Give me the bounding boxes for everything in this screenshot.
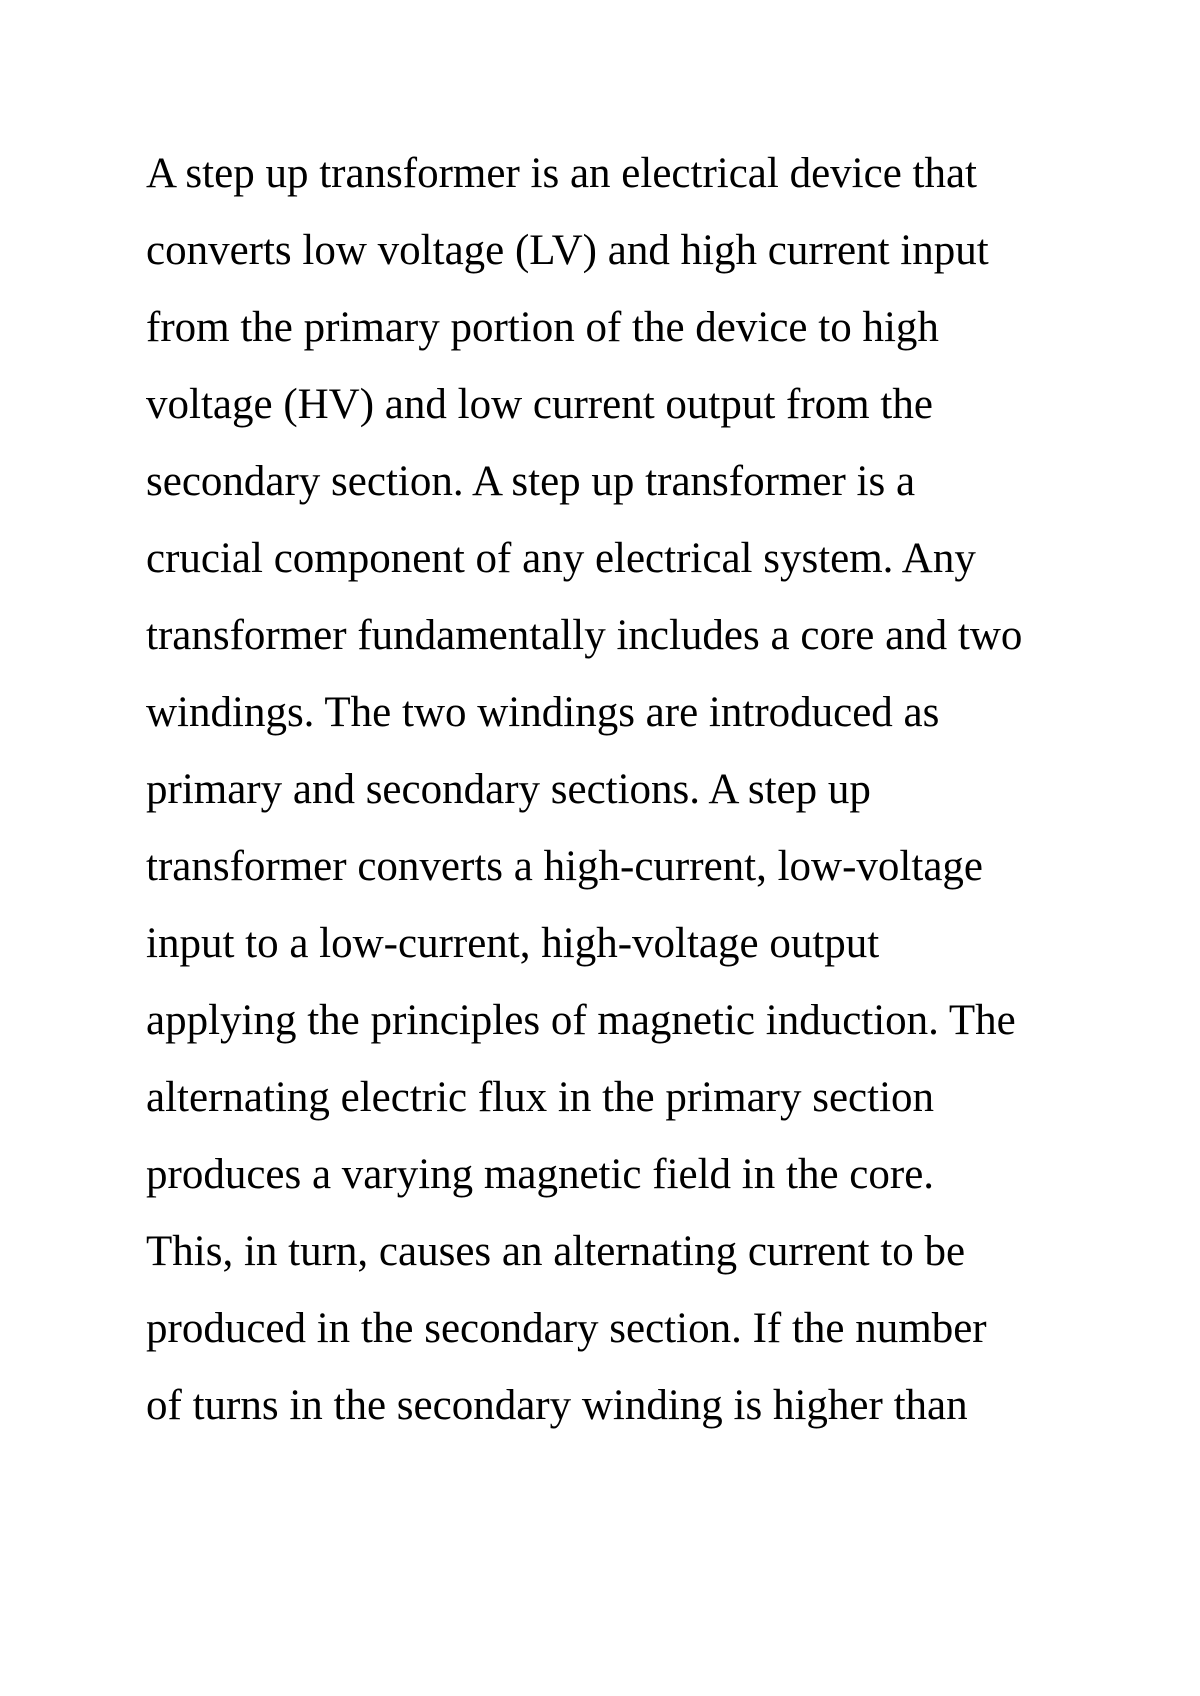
text-line: secondary section. A step up transformer is a [146,458,916,505]
text-line: transformer fundamentally includes a core and two [146,612,1023,659]
text-line: input to a low-current, high-voltage output [146,920,880,967]
text-line: crucial component of any electrical system. Any [146,535,976,582]
text-line: This, in turn, causes an alternating current to be [146,1228,966,1275]
text-line: converts low voltage (LV) and high current input [146,227,989,274]
text-line: from the primary portion of the device to high [146,304,939,351]
text-line: voltage (HV) and low current output from the [146,381,933,428]
text-line: windings. The two windings are introduced as [146,689,940,736]
text-line: transformer converts a high-current, low-voltage [146,843,983,890]
text-line: primary and secondary sections. A step up [146,766,871,813]
text-line: applying the principles of magnetic induction. The [146,997,1016,1044]
text-line: produces a varying magnetic field in the core. [146,1151,935,1198]
text-line: A step up transformer is an electrical device that [146,150,978,197]
text-line: produced in the secondary section. If the number [146,1305,987,1352]
body-paragraph [146,142,1146,1451]
text-line: alternating electric flux in the primary section [146,1074,935,1121]
text-line: of turns in the secondary winding is higher than [146,1382,968,1429]
